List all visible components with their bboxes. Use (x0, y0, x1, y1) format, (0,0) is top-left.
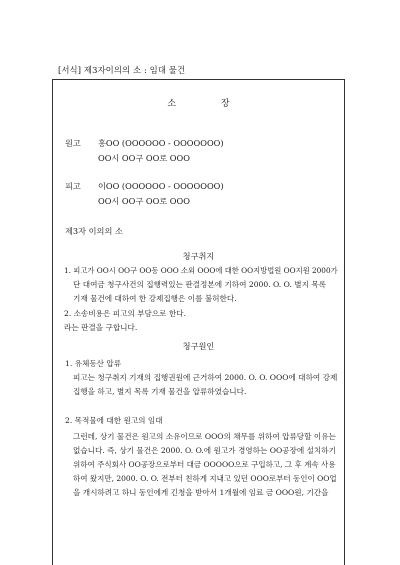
cause-line: 그런데, 상기 물건은 원고의 소유이므로 OOO의 채무를 위하여 압류당할 이유는 (73, 432, 336, 441)
plaintiff-name: 홍OO (OOOOOO - OOOOOOO) (98, 138, 224, 148)
claim-line: 2. 소송비용은 피고의 부담으로 한다. (64, 309, 187, 318)
cause-heading: 청구원인 (182, 341, 215, 351)
defendant-block (65, 179, 224, 208)
defendant-address: OO시 OO구 OO로 OOO (98, 195, 190, 206)
cause-section-title: 2. 목적물에 대한 원고의 임대 (65, 416, 163, 425)
form-label: [서식] 제3자이의의 소 : 임대 물건 (58, 65, 186, 75)
cause-line: 위하여 주식회사 OO공장으로부터 대금 OOOOO으로 구입하고, 그 후 계속 사용 (73, 460, 336, 469)
defendant-role: 피고 (65, 181, 81, 191)
cause-line: 없습니다. 즉, 상기 물건은 2000. O. O.에 원고가 경영하는 OO공장에 설치하기 (73, 446, 336, 455)
plaintiff-address: OO시 OO구 OO로 OOO (98, 152, 190, 163)
claim-heading: 청구취지 (182, 251, 215, 261)
case-name: 제3자 이의의 소 (65, 226, 123, 236)
cause-line: 피고는 청구취지 기재의 집행권원에 근거하여 2000. O. O. OOO에 대하여 강제 (73, 373, 338, 382)
cause-line: 을 개시하려고 하니 동인에게 긴청을 받아서 1개월에 임료 금 OOO원, 기간을 (73, 488, 329, 497)
document-frame (52, 79, 345, 565)
plaintiff-block (65, 136, 224, 165)
document-title: 소 장 (167, 99, 230, 109)
claim-line: 라는 판결을 구합니다. (64, 323, 138, 332)
plaintiff-role: 원고 (65, 138, 81, 148)
claim-line: 1. 피고가 OO시 OO구 OO동 OOO 소외 OOO에 대한 OO지방법원 OO지원 2000가 (64, 266, 338, 275)
cause-section-title: 1. 유체동산 압류 (65, 359, 122, 368)
claim-line: 기재 물건에 대하여 한 강제집행은 이를 불허한다. (73, 294, 237, 303)
cause-line: 집행을 하고, 별지 목록 기재 물건을 압류하였습니다. (73, 387, 247, 396)
defendant-name: 이OO (OOOOOO - OOOOOOO) (98, 181, 224, 191)
claim-line: 단 대여금 청구사건의 집행력있는 판결정본에 기하여 2000. O. O. 별지 목록 (73, 280, 326, 289)
cause-line: 하여 왔지만, 2000. O. O. 전부터 친하게 지내고 있던 OOO로부터 동인이 OO업 (73, 474, 337, 483)
